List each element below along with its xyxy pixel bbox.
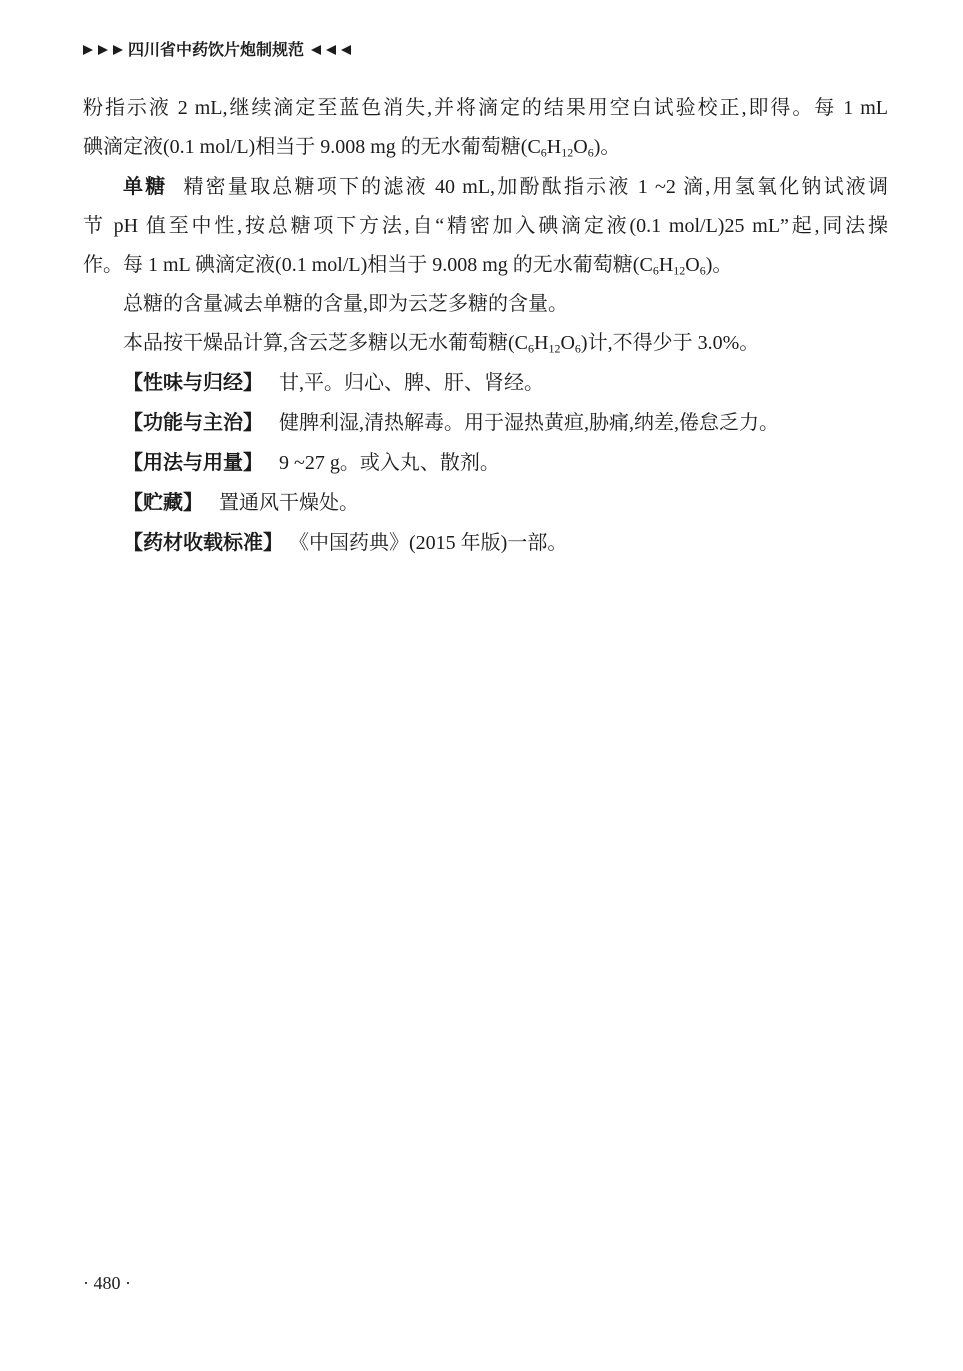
formula-element: C — [639, 254, 653, 276]
text-run: 精密量取总糖项下的滤液 40 mL,加酚酞指示液 1 ~2 滴,用氢氧化钠试液调 — [183, 176, 889, 198]
section-label: 【用法与用量】 — [123, 450, 263, 474]
formula-subscript: 6 — [540, 145, 547, 160]
text-run: 粉指示液 2 mL,继续滴定至蓝色消失,并将滴定的结果用空白试验校正,即得。每 1 mL — [83, 97, 888, 119]
running-header-title: 四川省中药饮片炮制规范 — [128, 40, 305, 59]
text-run: 本品按干燥品计算,含云芝多糖以无水葡萄糖( — [123, 332, 515, 354]
triangle-right-icon — [83, 45, 93, 55]
chemical-formula — [639, 254, 705, 276]
paragraph — [83, 167, 888, 285]
triangle-right-icon — [113, 45, 123, 55]
text-run: 置通风干燥处。 — [219, 492, 359, 514]
formula-subscript: 6 — [587, 145, 594, 160]
text-line — [83, 89, 888, 128]
page-number: · 480 · — [83, 1273, 131, 1293]
formula-element: C — [527, 136, 541, 158]
text-run: 9 ~27 g。或入丸、散剂。 — [279, 452, 500, 474]
triangle-left-icon — [341, 45, 351, 55]
chemical-formula — [527, 136, 593, 158]
text-line — [83, 403, 888, 443]
text-line — [83, 167, 888, 207]
formula-element: O — [560, 332, 575, 354]
text-run: 甘,平。归心、脾、肝、肾经。 — [279, 372, 544, 394]
section-label: 【药材收载标准】 — [123, 530, 283, 554]
formula-element: C — [514, 332, 529, 354]
paragraph — [83, 363, 888, 403]
text-line — [83, 128, 888, 167]
text-line — [83, 246, 888, 285]
formula-subscript: 12 — [548, 341, 561, 356]
formula-element: H — [534, 332, 549, 354]
text-line — [83, 443, 888, 483]
paragraph — [83, 483, 888, 523]
text-run: )计,不得少于 3.0%。 — [580, 332, 760, 354]
formula-subscript: 12 — [561, 145, 574, 160]
text-run: 作。每 1 mL 碘滴定液(0.1 mol/L)相当于 9.008 mg 的无水葡萄糖( — [83, 254, 640, 276]
paragraph — [83, 403, 888, 443]
text-line — [83, 363, 888, 403]
paragraph — [83, 89, 888, 167]
section-label: 单糖 — [123, 174, 168, 198]
text-line — [83, 523, 888, 563]
formula-element: O — [573, 136, 588, 158]
section-label: 【功能与主治】 — [123, 410, 263, 434]
text-line — [83, 207, 888, 246]
formula-element: H — [658, 254, 674, 276]
running-header — [83, 41, 351, 59]
paragraph — [83, 324, 888, 363]
formula-subscript: 6 — [574, 341, 581, 356]
section-label: 【性味与归经】 — [123, 370, 263, 394]
text-run: 总糖的含量减去单糖的含量,即为云芝多糖的含量。 — [123, 293, 568, 315]
triangle-left-icon — [326, 45, 336, 55]
text-run: 碘滴定液(0.1 mol/L)相当于 9.008 mg 的无水葡萄糖( — [83, 136, 528, 158]
chemical-formula — [515, 332, 581, 354]
text-line — [83, 324, 888, 363]
triangle-left-icon — [311, 45, 321, 55]
formula-element: O — [685, 254, 700, 276]
formula-element: H — [546, 136, 562, 158]
paragraph — [83, 285, 888, 324]
section-label: 【贮藏】 — [123, 490, 203, 514]
triangle-right-icon — [98, 45, 108, 55]
body-text — [83, 89, 888, 563]
text-line — [83, 483, 888, 523]
paragraph — [83, 523, 888, 563]
text-run: 《中国药典》(2015 年版)一部。 — [299, 532, 568, 554]
text-line — [83, 285, 888, 324]
formula-subscript: 12 — [673, 263, 686, 278]
formula-subscript: 6 — [652, 263, 659, 278]
paragraph — [83, 443, 888, 483]
formula-subscript: 6 — [699, 263, 706, 278]
text-run: )。 — [593, 136, 621, 158]
formula-subscript: 6 — [528, 341, 535, 356]
text-run: 健脾利湿,清热解毒。用于湿热黄疸,胁痛,纳差,倦怠乏力。 — [279, 412, 779, 434]
text-run: )。 — [705, 254, 733, 276]
text-run: 节 pH 值至中性,按总糖项下方法,自“精密加入碘滴定液(0.1 mol/L)25 mL”起,同法操 — [83, 215, 888, 237]
